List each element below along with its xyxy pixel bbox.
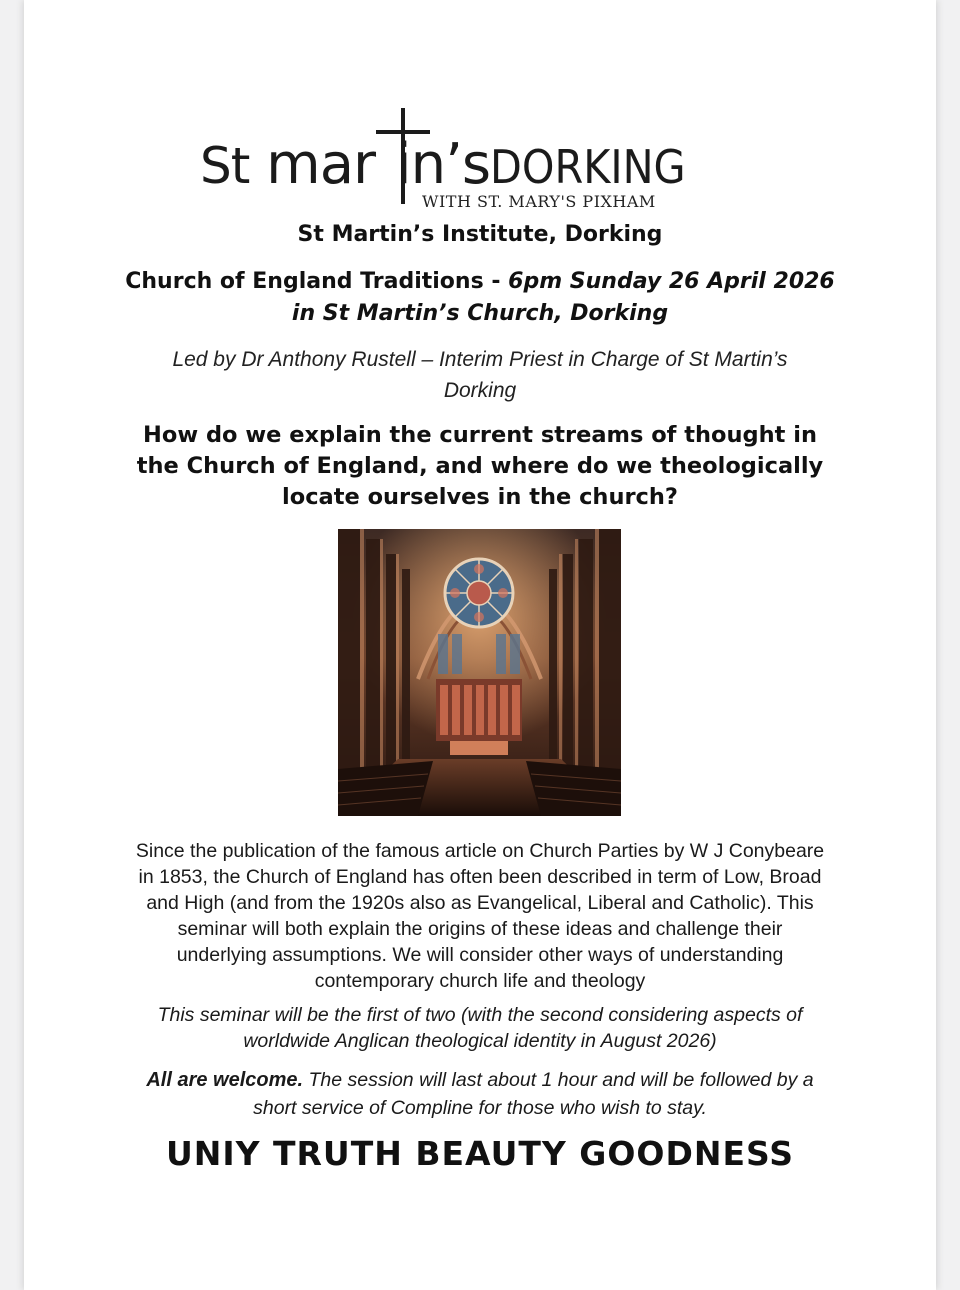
- welcome-note: [130, 1066, 830, 1122]
- logo-subtitle: WITH ST. MARY'S PIXHAM: [422, 192, 656, 211]
- cathedral-interior-image: [338, 529, 621, 816]
- logo-martins: mar: [249, 132, 376, 197]
- institute-heading: St Martin’s Institute, Dorking: [297, 222, 663, 247]
- seminar-question: How do we explain the current streams of thought in the Church of England, and where do we theologically locate ourselves in the church?: [136, 422, 824, 510]
- event-heading: [120, 266, 840, 330]
- st-martins-logo: [200, 108, 740, 214]
- logo-dorking: DORKING: [490, 140, 686, 194]
- welcome-text: The session will last about 1 hour and will be followed by a short service of Compline for those who wish to stay.: [253, 1069, 814, 1119]
- event-time-date: 6pm Sunday 26 April 2026 in St Martin’s Church, Dorking: [291, 269, 835, 326]
- motto: UNIY TRUTH BEAUTY GOODNESS: [165, 1134, 795, 1173]
- event-title: Church of England Traditions: [125, 269, 484, 294]
- logo-st: St: [200, 137, 250, 195]
- seminar-series-note: This seminar will be the first of two (with the second considering aspects of worldwide Anglican theological identity in August 2026): [157, 1004, 803, 1052]
- led-by: Led by Dr Anthony Rustell – Interim Priest in Charge of St Martin’s Dorking: [172, 348, 788, 402]
- event-separator: -: [483, 269, 509, 294]
- logo-martins-end: in’s: [396, 132, 491, 197]
- welcome-lead: All are welcome.: [146, 1069, 304, 1091]
- right-margin: [936, 0, 960, 1290]
- logo-wordmark: [200, 132, 686, 197]
- seminar-description: Since the publication of the famous article on Church Parties by W J Conybeare in 1853, the Church of England has often been described in term of Low, Broad and High (and from the 1920s also as Evangelical, Liberal and Catholic). This seminar will both explain the origins of these ideas and challenge their underlying assumptions. We will consider other ways of understanding contemporary church life and theology: [135, 840, 825, 992]
- left-margin: [0, 0, 24, 1290]
